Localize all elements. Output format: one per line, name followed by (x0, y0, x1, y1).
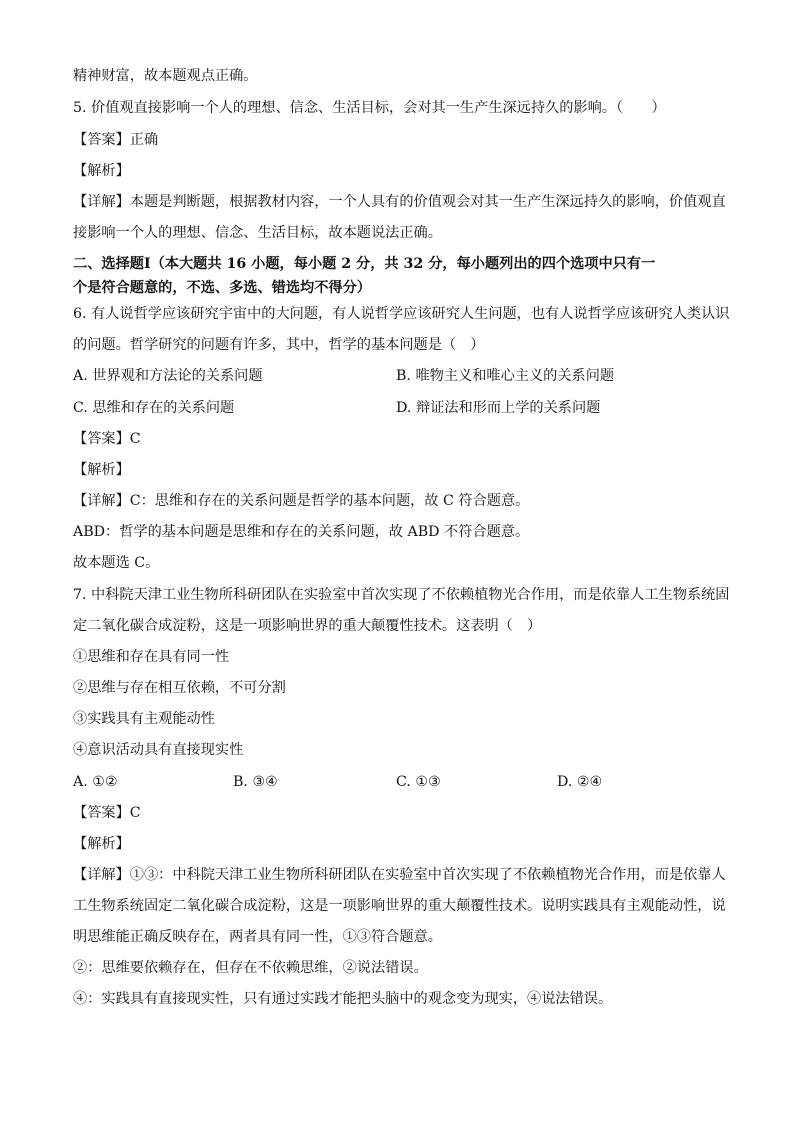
section-heading-line-2: 个是符合题意的，不选、多选、错选均不得分） (73, 280, 371, 296)
q7-option-a: A. ①② (73, 774, 118, 790)
answer-5: 【答案】正确 (73, 132, 159, 148)
detail-7-line-1: 【详解】①③：中科院天津工业生物所科研团队在实验室中首次实现了不依赖植物光合作用，而是依靠人 (73, 867, 726, 883)
q6-option-a: A. 世界观和方法论的关系问题 (73, 368, 263, 384)
q7-statement-4: ④意识活动具有直接现实性 (73, 742, 244, 758)
q7-option-d: D. ②④ (557, 774, 603, 790)
question-6-line-2: 的问题。哲学研究的问题有许多，其中，哲学的基本问题是（ ） (73, 337, 485, 353)
section-heading-line-1: 二、选择题Ⅰ（本大题共 16 小题，每小题 2 分，共 32 分，每小题列出的四个选项中只有一 (73, 256, 656, 272)
detail-7-line-2: 工生物系统固定二氧化碳合成淀粉，这是一项影响世界的重大颠覆性技术。说明实践具有主观能动性，说 (73, 898, 726, 914)
analysis-label-7: 【解析】 (73, 836, 130, 852)
answer-7: 【答案】C (73, 805, 141, 821)
q7-option-b: B. ③④ (233, 774, 278, 790)
detail-7-line-5: ④：实践具有直接现实性，只有通过实践才能把头脑中的观念变为现实，④说法错误。 (73, 991, 613, 1007)
q7-statement-3: ③实践具有主观能动性 (73, 711, 215, 727)
detail-6-line-3: 故本题选 C。 (73, 555, 160, 571)
detail-7-line-4: ②：思维要依赖存在，但存在不依赖思维，②说法错误。 (73, 960, 428, 976)
q6-option-b: B. 唯物主义和唯心主义的关系问题 (396, 368, 615, 384)
analysis-label-5: 【解析】 (73, 163, 130, 179)
detail-7-line-3: 明思维能正确反映存在，两者具有同一性，①③符合题意。 (73, 929, 442, 945)
question-6-line-1: 6. 有人说哲学应该研究宇宙中的大问题，有人说哲学应该研究人生问题，也有人说哲学应该研究人类认识 (73, 306, 730, 322)
question-7-line-1: 7. 中科院天津工业生物所科研团队在实验室中首次实现了不依赖植物光合作用，而是依靠人工生物系统固 (73, 587, 730, 603)
answer-6: 【答案】C (73, 431, 141, 447)
q6-option-c: C. 思维和存在的关系问题 (73, 400, 235, 416)
question-7-line-2: 定二氧化碳合成淀粉，这是一项影响世界的重大颠覆性技术。这表明（ ） (73, 618, 542, 634)
text-line: 精神财富，故本题观点正确。 (73, 68, 258, 84)
detail-6-line-1: 【详解】C：思维和存在的关系问题是哲学的基本问题，故 C 符合题意。 (73, 493, 530, 509)
q7-statement-2: ②思维与存在相互依赖，不可分割 (73, 680, 286, 696)
detail-6-line-2: ABD：哲学的基本问题是思维和存在的关系问题，故 ABD 不符合题意。 (73, 524, 530, 540)
q7-option-c: C. ①③ (396, 774, 441, 790)
analysis-label-6: 【解析】 (73, 462, 130, 478)
detail-5-line-2: 接影响一个人的理想、信念、生活目标，故本题说法正确。 (73, 225, 442, 241)
q6-option-d: D. 辩证法和形而上学的关系问题 (396, 400, 601, 416)
question-5: 5. 价值观直接影响一个人的理想、信念、生活目标，会对其一生产生深远持久的影响。（ ） (73, 100, 666, 116)
q7-statement-1: ①思维和存在具有同一性 (73, 649, 230, 665)
detail-5-line-1: 【详解】本题是判断题，根据教材内容，一个人具有的价值观会对其一生产生深远持久的影响，价值观直 (73, 194, 726, 210)
